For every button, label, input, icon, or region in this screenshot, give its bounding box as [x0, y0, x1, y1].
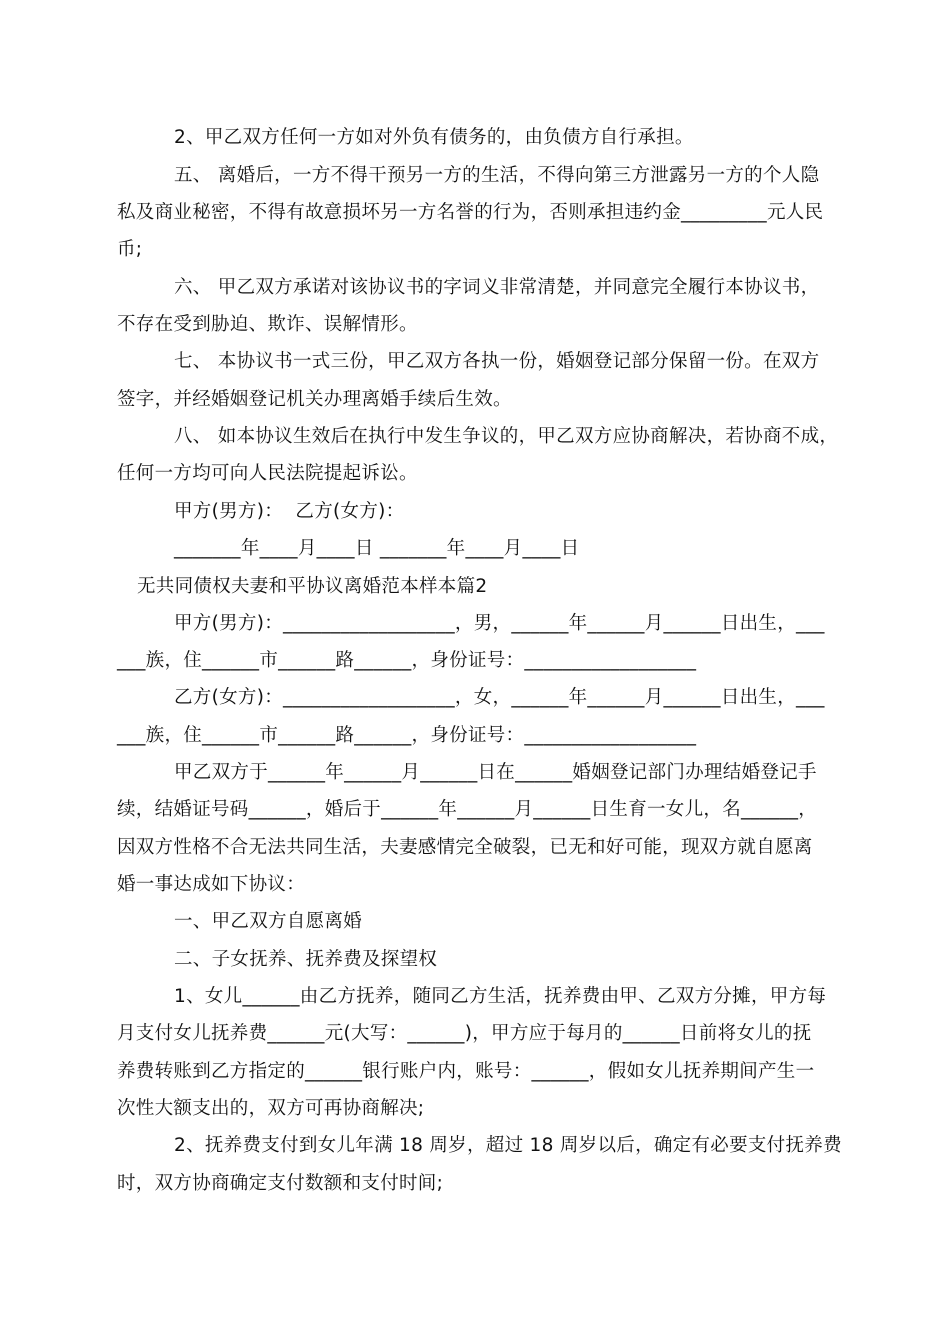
preamble-line-3: 因双方性格不合无法共同生活，夫妻感情完全破裂，已无和好可能，现双方就自愿离 [117, 837, 813, 858]
clause-5-line-1: 五、 离婚后，一方不得干预另一方的生活，不得向第三方泄露另一方的个人隐 [174, 165, 820, 186]
clause-2-debts: 2、甲乙双方任何一方如对外负有债务的，由负债方自行承担。 [174, 127, 694, 148]
clause-5-line-2: 私及商业秘密，不得有故意损坏另一方名誉的行为，否则承担违约金_________元人民 [117, 202, 824, 223]
preamble-line-2: 续，结婚证号码______，婚后于______年______月______日生育一女儿，名______， [117, 799, 818, 820]
party-a-line-1: 甲方(男方)：__________________，男，______年______月______日出生，___ [174, 613, 825, 634]
clause-6-line-1: 六、 甲乙双方承诺对该协议书的字词义非常清楚，并同意完全履行本协议书， [174, 277, 820, 298]
section-title: 无共同债权夫妻和平协议离婚范本样本篇2 [137, 576, 488, 597]
clause-8-line-2: 任何一方均可向人民法院提起诉讼。 [117, 463, 418, 484]
party-b-line-2: ___族，住______市______路______，身份证号：__________________ [117, 725, 697, 746]
article-2-item-2-line-2: 时，双方协商确定支付数额和支付时间; [117, 1173, 444, 1194]
clause-6-line-2: 不存在受到胁迫、欺诈、误解情形。 [117, 314, 418, 335]
clause-8-line-1: 八、 如本协议生效后在执行中发生争议的，甲乙双方应协商解决，若协商不成， [174, 426, 839, 447]
party-b-line-1: 乙方(女方)：__________________，女，______年______月______日出生，___ [174, 687, 825, 708]
article-2-item-1-line-4: 次性大额支出的，双方可再协商解决; [117, 1098, 425, 1119]
signature-parties: 甲方(男方)： 乙方(女方)： [174, 501, 405, 522]
article-2-item-1-line-3: 养费转账到乙方指定的______银行账户内，账号：______，假如女儿抚养期间产生一 [117, 1061, 815, 1082]
signature-dates: _______年____月____日 _______年____月____日 [174, 538, 580, 559]
party-a-line-2: ___族，住______市______路______，身份证号：__________________ [117, 650, 697, 671]
article-1-heading: 一、甲乙双方自愿离婚 [174, 911, 363, 932]
preamble-line-1: 甲乙双方于______年______月______日在______婚姻登记部门办理结婚登记手 [174, 762, 817, 783]
article-2-item-1-line-2: 月支付女儿抚养费______元(大写：______)，甲方应于每月的______日前将女儿的抚 [117, 1023, 812, 1044]
article-2-item-1-line-1: 1、女儿______由乙方抚养，随同乙方生活，抚养费由甲、乙双方分摊，甲方每 [174, 986, 827, 1007]
preamble-line-4: 婚一事达成如下协议： [117, 874, 306, 895]
clause-7-line-1: 七、 本协议书一式三份，甲乙双方各执一份，婚姻登记部分保留一份。在双方 [174, 351, 820, 372]
clause-7-line-2: 签字，并经婚姻登记机关办理离婚手续后生效。 [117, 389, 512, 410]
article-2-item-2-line-1: 2、抚养费支付到女儿年满 18 周岁，超过 18 周岁以后，确定有必要支付抚养费 [174, 1135, 842, 1156]
article-2-heading: 二、子女抚养、抚养费及探望权 [174, 949, 438, 970]
clause-5-line-3: 币; [117, 239, 143, 260]
